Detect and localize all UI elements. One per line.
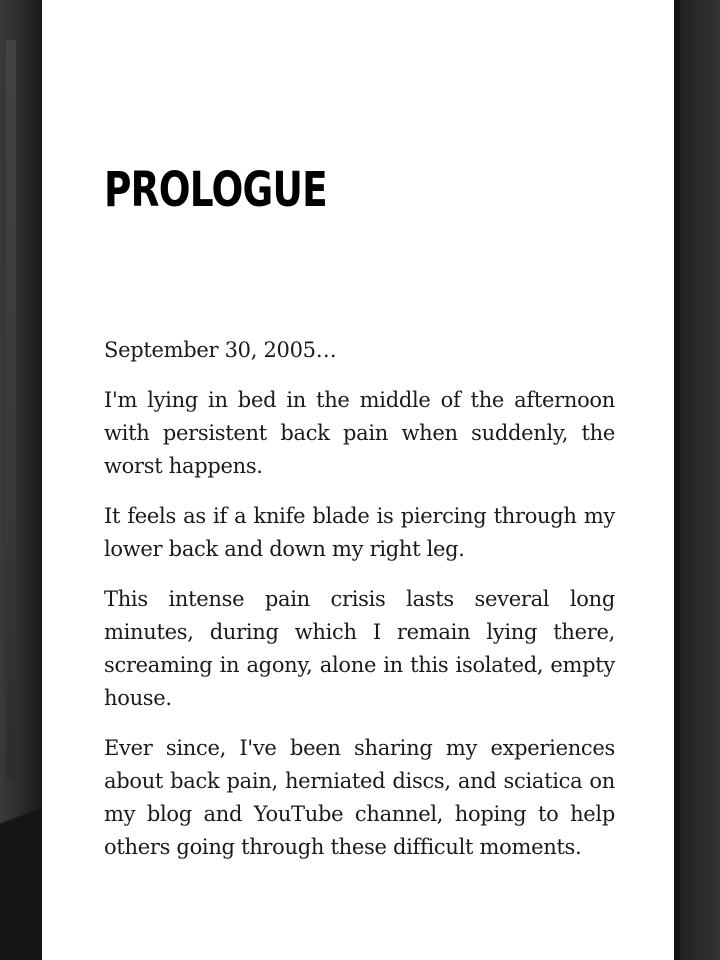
frame-shadow <box>0 720 42 960</box>
paragraph-3: This intense pain crisis lasts several long minutes, during which I remain lying there, screaming in agony, alone in this isolated, empty house. <box>104 587 615 710</box>
paragraph-2: It feels as if a knife blade is piercing through my lower back and down my right leg. <box>104 504 615 561</box>
device-frame-right <box>674 0 720 960</box>
paragraph-1: I'm lying in bed in the middle of the afternoon with persistent back pain when suddenly, the worst happens. <box>104 388 615 478</box>
frame-sheen <box>6 40 16 780</box>
chapter-title: PROLOGUE <box>104 162 327 218</box>
paragraph-4: Ever since, I've been sharing my experiences about back pain, herniated discs, and sciatica on my blog and YouTube channel, hoping to help others going through these difficult moments. <box>104 736 615 859</box>
device-frame-left <box>0 0 42 960</box>
chapter-body <box>104 334 615 881</box>
ebook-page[interactable] <box>42 0 674 960</box>
dateline: September 30, 2005… <box>104 338 337 362</box>
frame-inner-edge <box>674 0 680 960</box>
